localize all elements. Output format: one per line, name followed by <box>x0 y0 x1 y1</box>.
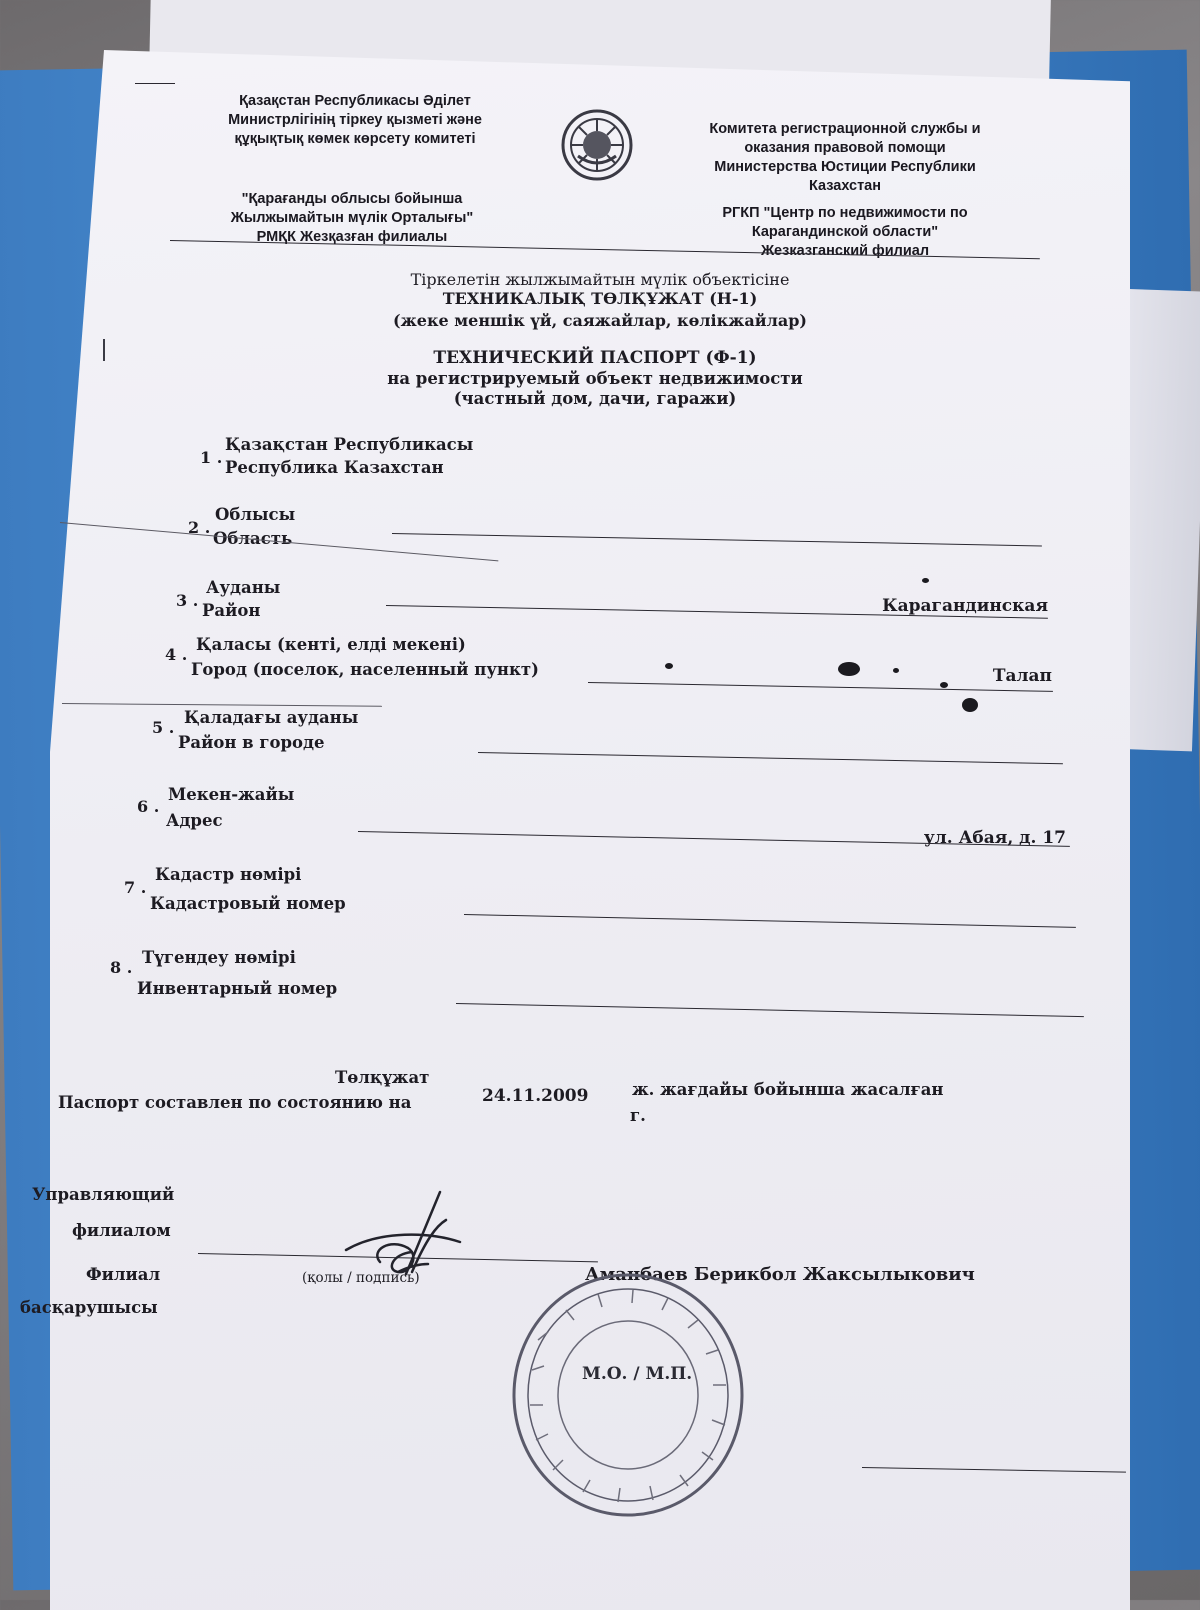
title-kz-line3: (жеке меншік үй, саяжайлар, көлікжайлар) <box>393 311 807 330</box>
date-suffix-kz: ж. жағдайы бойынша жасалған <box>632 1080 944 1099</box>
field-number: 3 . <box>176 591 199 610</box>
title-ru-line1: ТЕХНИЧЕСКИЙ ПАСПОРТ (Ф-1) <box>433 348 757 368</box>
field-label-ru: Район в городе <box>178 733 325 752</box>
signature-caption: (қолы / подпись) <box>302 1270 420 1286</box>
field-label-ru: Адрес <box>166 811 223 830</box>
field-label-ru: Город (поселок, населенный пункт) <box>191 660 539 679</box>
field-label-kz: Кадастр нөмірі <box>155 865 302 884</box>
field-value-address: ул. Абая, д. 17 <box>923 828 1066 848</box>
header-kz-committee-line: Қазақстан Республикасы Әділет <box>239 93 471 109</box>
field-number: 2 . <box>188 518 211 537</box>
signature-icon <box>340 1190 480 1300</box>
seal-place-label: М.О. / М.П. <box>582 1364 693 1384</box>
ink-blot <box>962 698 978 712</box>
field-label-kz: Мекен-жайы <box>168 785 295 804</box>
date-label-kz: Төлқұжат <box>335 1068 430 1087</box>
title-ru-line2: на регистрируемый объект недвижимости <box>387 369 803 388</box>
field-number: 8 . <box>110 958 133 977</box>
header-ru-committee-line: Министерства Юстиции Республики <box>714 159 976 175</box>
header-ru-committee <box>670 120 1020 196</box>
state-emblem-icon <box>560 108 634 182</box>
header-kz-branch-line: Жылжымайтын мүлік Орталығы" <box>230 210 474 226</box>
header-ru-committee-line: Комитета регистрационной службы и <box>709 121 981 137</box>
stray-pen-line <box>103 339 105 361</box>
field-number: 1 . <box>200 448 223 467</box>
field-value-district: Карагандинская <box>882 596 1048 616</box>
field-label-kz: Түгендеу нөмірі <box>142 948 296 967</box>
header-ru-branch-line: РГКП "Центр по недвижимости по <box>722 205 968 221</box>
passport-date: 24.11.2009 <box>482 1086 589 1106</box>
field-number: 5 . <box>152 718 175 737</box>
role-kz-line1: Филиал <box>86 1265 161 1284</box>
header-kz-committee-line: Министрлігінің тіркеу қызметі және <box>228 112 482 128</box>
ink-blot <box>665 663 673 669</box>
official-stamp-icon <box>508 1270 748 1520</box>
role-kz-line2: басқарушысы <box>20 1298 158 1317</box>
field-number: 7 . <box>124 878 147 897</box>
header-ru-branch-line: Карагандинской области" <box>751 224 939 240</box>
field-label-ru: Инвентарный номер <box>137 979 338 998</box>
field-value-city: Талап <box>992 666 1052 686</box>
date-suffix-ru: г. <box>630 1106 646 1125</box>
header-kz-branch-line: "Қарағанды облысы бойынша <box>241 191 463 207</box>
ink-blot <box>893 668 899 673</box>
field-label-kz: Қазақстан Республикасы <box>225 435 474 454</box>
field-label-kz: Ауданы <box>206 578 281 597</box>
field-label-kz: Қаласы (кенті, елді мекені) <box>196 635 466 654</box>
field-number: 6 . <box>137 797 160 816</box>
field-label-kz: Қаладағы ауданы <box>184 708 359 727</box>
field-label-ru: Область <box>213 529 293 548</box>
header-ru-committee-line: Казахстан <box>808 178 882 194</box>
header-ru-committee-line: оказания правовой помощи <box>744 140 946 156</box>
corner-mark <box>135 83 175 84</box>
field-number: 4 . <box>165 645 188 664</box>
ink-blot <box>838 662 860 676</box>
role-ru-line2: филиалом <box>72 1221 171 1240</box>
title-ru-line3: (частный дом, дачи, гаражи) <box>453 389 737 408</box>
header-kz-branch <box>192 190 512 247</box>
field-label-kz: Облысы <box>215 505 296 524</box>
ink-blot <box>940 682 948 688</box>
header-ru-branch-line: Жезказганский филиал <box>760 243 930 259</box>
role-ru-line1: Управляющий <box>32 1185 175 1204</box>
title-kz-line1: Тіркелетін жылжымайтын мүлік объектісіне <box>410 270 790 289</box>
date-label-ru: Паспорт составлен по состоянию на <box>58 1093 412 1112</box>
title-kz-line2: ТЕХНИКАЛЫҚ ТӨЛҚҰЖАТ (Н-1) <box>442 289 758 308</box>
field-label-ru: Район <box>202 601 261 620</box>
field-label-ru: Кадастровый номер <box>150 894 346 913</box>
field-label-ru: Республика Казахстан <box>225 458 444 477</box>
header-kz-branch-line: РМҚК Жезқазған филиалы <box>256 229 448 245</box>
header-kz-committee-line: құқықтық көмек көрсету комитеті <box>234 131 476 147</box>
manager-name: Аманбаев Берикбол Жаксылыкович <box>585 1264 975 1285</box>
header-kz-committee <box>195 92 515 149</box>
ink-blot <box>922 578 929 583</box>
